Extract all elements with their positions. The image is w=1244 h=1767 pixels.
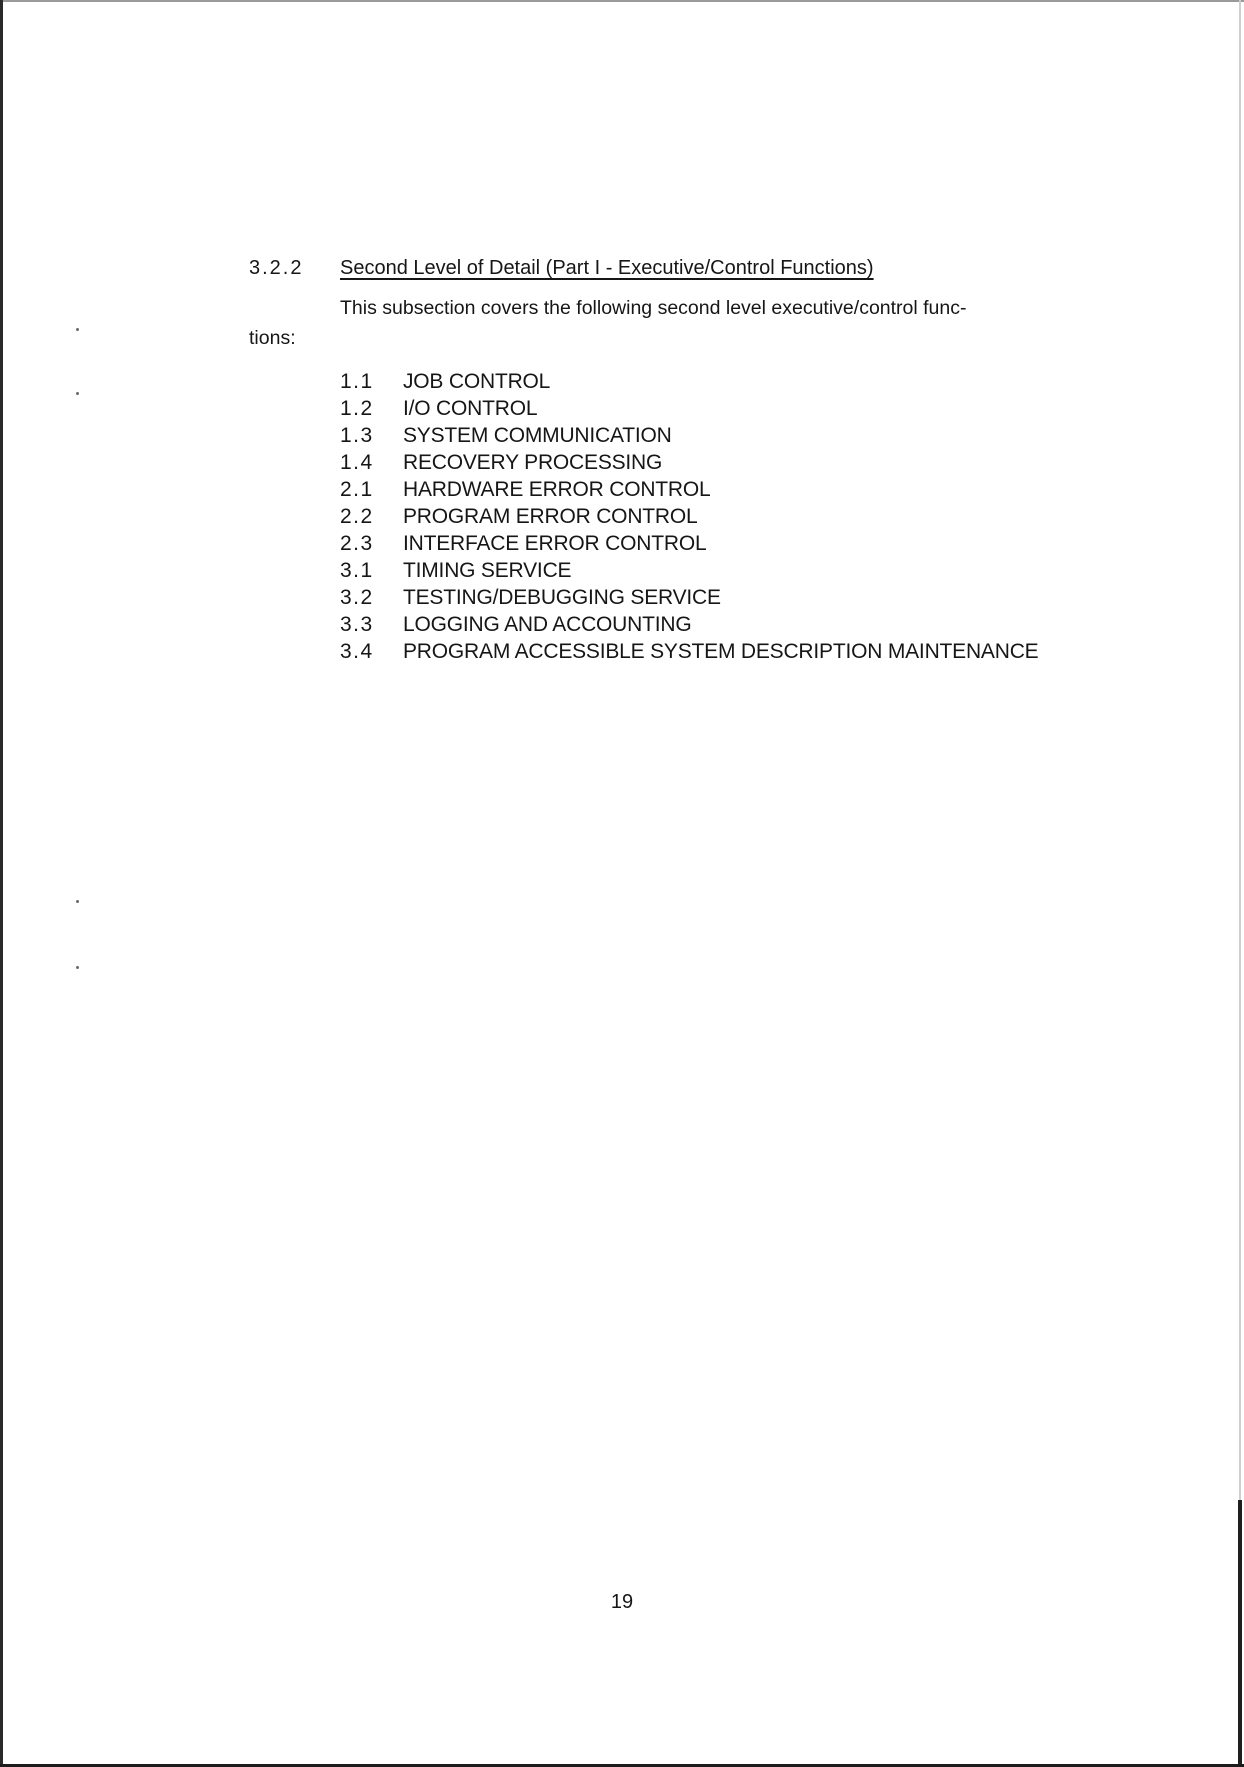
page-number: 19 — [610, 1591, 634, 1613]
item-label: PROGRAM ACCESSIBLE SYSTEM DESCRIPTION MAINTENANCE — [403, 640, 1039, 663]
item-label: I/O CONTROL — [403, 397, 538, 420]
function-list — [340, 368, 1038, 665]
section-number: 3.2.2 — [249, 257, 304, 279]
item-label: SYSTEM COMMUNICATION — [403, 424, 672, 447]
list-item — [340, 638, 1038, 665]
item-label: INTERFACE ERROR CONTROL — [403, 532, 707, 555]
scan-speckle — [76, 328, 79, 331]
intro-text-line-2: tions: — [249, 327, 296, 349]
item-number: 1.3 — [340, 424, 374, 447]
scan-speckle — [76, 966, 79, 969]
scan-edge-left — [0, 0, 3, 1767]
intro-text-line-1: This subsection covers the following second level executive/control func- — [340, 297, 967, 319]
scan-speckle — [76, 392, 79, 395]
item-label: LOGGING AND ACCOUNTING — [403, 613, 692, 636]
item-label: RECOVERY PROCESSING — [403, 451, 663, 474]
section-title: Second Level of Detail (Part I - Executive/Control Functions) — [340, 257, 874, 279]
list-item — [340, 422, 1038, 449]
list-item — [340, 395, 1038, 422]
list-item — [340, 503, 1038, 530]
item-number: 3.2 — [340, 586, 374, 609]
item-label: HARDWARE ERROR CONTROL — [403, 478, 711, 501]
item-label: JOB CONTROL — [403, 370, 551, 393]
list-item — [340, 476, 1038, 503]
item-label: PROGRAM ERROR CONTROL — [403, 505, 698, 528]
item-number: 2.3 — [340, 532, 374, 555]
item-number: 3.1 — [340, 559, 374, 582]
list-item — [340, 557, 1038, 584]
list-item — [340, 530, 1038, 557]
scan-edge-right-shadow — [1238, 1500, 1242, 1767]
scan-edge-top — [0, 0, 1244, 2]
item-number: 2.2 — [340, 505, 374, 528]
list-item — [340, 449, 1038, 476]
list-item — [340, 611, 1038, 638]
item-number: 1.1 — [340, 370, 374, 393]
item-number: 3.3 — [340, 613, 374, 636]
item-number: 1.2 — [340, 397, 374, 420]
item-number: 1.4 — [340, 451, 374, 474]
item-number: 2.1 — [340, 478, 374, 501]
item-label: TIMING SERVICE — [403, 559, 572, 582]
scan-speckle — [76, 900, 79, 903]
list-item — [340, 584, 1038, 611]
item-number: 3.4 — [340, 640, 374, 663]
item-label: TESTING/DEBUGGING SERVICE — [403, 586, 721, 609]
list-item — [340, 368, 1038, 395]
